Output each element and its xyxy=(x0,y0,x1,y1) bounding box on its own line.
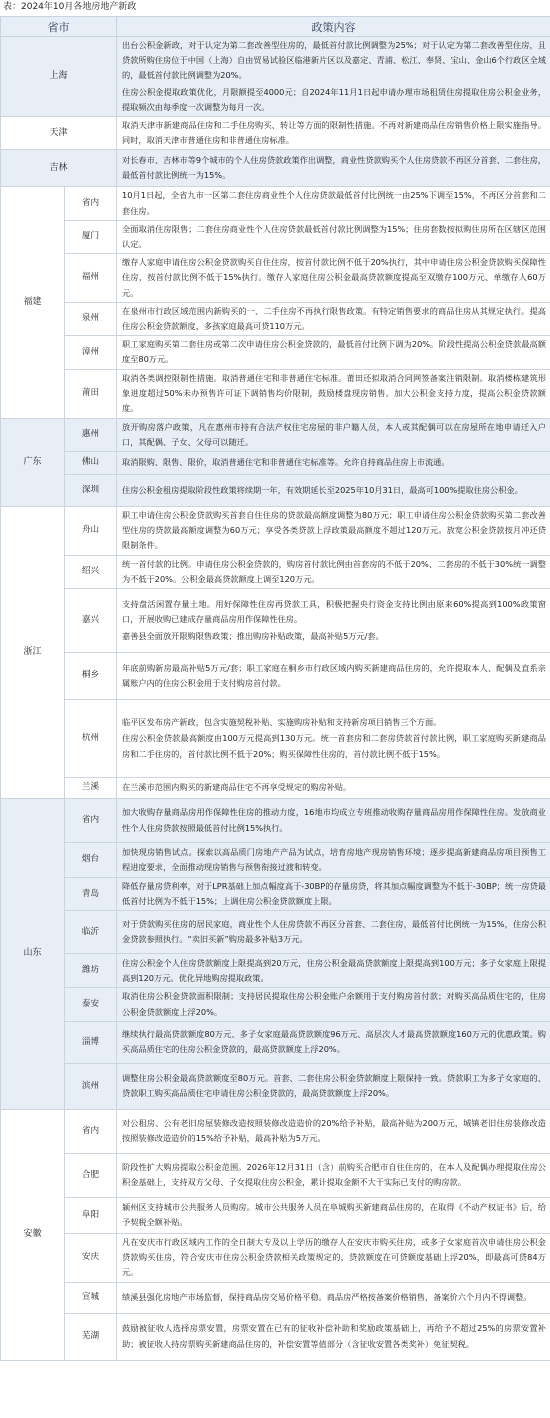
table-row xyxy=(1,1109,550,1153)
table-row xyxy=(1,452,550,475)
policy-text: 对长春市、吉林市等9个城市的个人住房贷款政策作出调整，商业性贷款购买个人住房贷款不再区分首套、二套住房，最低首付款比例统一为15%。 xyxy=(122,155,546,181)
policy-cell xyxy=(117,1282,550,1313)
city-cell: 泉州 xyxy=(65,302,117,335)
policy-text: 10月1日起，全省九市一区第二套住房商业性个人住房贷款最低首付比例统一由25%下调至15%，不再区分首套和二套住房。 xyxy=(122,190,546,216)
policy-text: 调整住房公积金最高贷款额度至80万元。首套、二套住房公积金贷款额度上限保持一致。贷款职工为多子女家庭的、贷款职工购买高品质住宅申请住房公积金贷款的，最高贷款额度上浮20%。 xyxy=(122,1073,546,1099)
policy-cell xyxy=(117,418,550,451)
table-row xyxy=(1,778,550,799)
table-row xyxy=(1,507,550,556)
city-cell: 青岛 xyxy=(65,878,117,911)
policy-text: 对于贷款购买住房的居民家庭，商业性个人住房贷款不再区分首套、二套住房，最低首付比例统一为15%，住房公积金贷款参照执行。“卖旧买新”购房最多补贴3万元。 xyxy=(122,919,546,945)
table-row xyxy=(1,254,550,303)
policy-cell xyxy=(117,1197,550,1233)
policy-text: 临平区发布房产新政，包含实施契税补贴、实施购房补贴和支持新房项目销售三个方面。 xyxy=(122,717,442,728)
city-cell: 安庆 xyxy=(65,1233,117,1282)
city-cell: 阜阳 xyxy=(65,1197,117,1233)
policy-text: 继续执行最高贷款额度80万元、多子女家庭最高贷款额度96万元、高层次人才最高贷款额度160万元的优惠政策。购买高品质住宅的住房公积金贷款的，最高贷款额度上浮20%。 xyxy=(122,1029,546,1055)
table-row xyxy=(1,187,550,220)
table-row xyxy=(1,1282,550,1313)
city-cell: 省内 xyxy=(65,1109,117,1153)
table-row xyxy=(1,988,550,1021)
province-cell: 安徽 xyxy=(1,1109,65,1360)
policy-text: 取消住房公积金贷款面积限制；支持居民提取住房公积金账户余额用于支付购房首付款；对购买高品质住宅的，住房公积金贷款额度上浮20%。 xyxy=(122,991,546,1017)
city-cell: 潍坊 xyxy=(65,954,117,988)
policy-text: 绩溪县强化房地产市场监督，保持商品房交易价格平稳。商品房严格按备案价格销售，备案价六个月内不得调整。 xyxy=(122,1291,532,1302)
policy-cell xyxy=(117,220,550,253)
province-cell: 浙江 xyxy=(1,507,65,799)
policy-text: 在兰溪市范围内购买的新建商品住宅不再享受规定的购房补贴。 xyxy=(122,782,352,793)
policy-cell xyxy=(117,653,550,700)
table-row xyxy=(1,37,550,117)
province-cell: 吉林 xyxy=(1,150,117,187)
policy-cell xyxy=(117,589,550,653)
table-row xyxy=(1,555,550,588)
policy-cell xyxy=(117,452,550,475)
table-row xyxy=(1,418,550,451)
policy-text: 住房公积金个人住房贷款额度上限提高到20万元，住房公积金最高贷款额度上限提高到100万元；多子女家庭上限提高到120万元。优化异地购房提取政策。 xyxy=(122,957,546,983)
table-row xyxy=(1,954,550,988)
policy-text: 阶段性扩大购房提取公积金范围。2026年12月31日（含）前购买合肥市自住住房的，在本人及配偶办理提取住房公积金基础上，支持双方父母、子女提取住房公积金，累计提取金额不大于实际已支付的购房款。 xyxy=(122,1162,546,1188)
policy-cell xyxy=(117,37,550,117)
policy-cell xyxy=(117,254,550,303)
policy-text: 凡在安庆市行政区域内工作的全日制大专及以上学历的缴存人在安庆市购买住房，或多子女家庭首次申请住房公积金贷款购买住房，符合安庆市住房公积金贷款相关政策规定的，贷款额度在可贷额度基础上浮20%，即最高可贷84万元。 xyxy=(122,1236,546,1278)
table-row xyxy=(1,369,550,418)
city-cell: 省内 xyxy=(65,187,117,220)
table-row xyxy=(1,911,550,954)
policy-text: 加快现房销售试点。探索以高品质门房地产产品为试点，培育房地产现房销售环境；逐步提高新建商品房项目预售工程进度要求，全面推动现房销售与预售衔接过渡和转变。 xyxy=(122,846,546,873)
policy-cell xyxy=(117,1313,550,1360)
table-caption: 表：2024年10月各地房地产新政 xyxy=(3,2,137,12)
table-row xyxy=(1,589,550,653)
city-cell: 淄博 xyxy=(65,1021,117,1063)
policy-cell xyxy=(117,1109,550,1153)
table-row xyxy=(1,1021,550,1063)
policy-text: 放开购房落户政策，凡在惠州市持有合法产权住宅房屋的非户籍人员，本人或其配偶可以在房屋所在地申请迁入户口，其配偶、子女、父母可以随迁。 xyxy=(122,421,546,447)
policy-cell xyxy=(117,336,550,369)
policy-text: 在泉州市行政区域范围内新购买的一、二手住房不再执行限售政策。有特定销售要求的商品住房从其规定执行。提高住房公积金贷款额度，多孩家庭最高可贷110万元。 xyxy=(122,305,546,332)
city-cell: 桐乡 xyxy=(65,653,117,700)
policy-cell xyxy=(117,799,550,843)
table-row xyxy=(1,302,550,335)
province-cell: 广东 xyxy=(1,418,65,506)
city-cell: 烟台 xyxy=(65,843,117,878)
province-cell: 福建 xyxy=(1,187,65,418)
city-cell: 滨州 xyxy=(65,1063,117,1109)
policy-text: 嘉善县全面放开限购限售政策；推出购房补贴政策，最高补贴5万元/套。 xyxy=(122,630,384,641)
policy-text: 职工家庭购买第二套住房或第二次申请住房公积金贷款的，最低首付比例下调为20%。阶段性提高公积金贷款最高额度至80万元。 xyxy=(122,339,546,365)
city-cell: 福州 xyxy=(65,254,117,303)
policy-cell xyxy=(117,475,550,507)
table-row xyxy=(1,1233,550,1282)
table-row xyxy=(1,1313,550,1360)
policy-cell xyxy=(117,878,550,911)
policy-text: 统一首付款的比例。申请住房公积金贷款的，购房首付款比例由首套房的不低于20%、二套房的不低于30%统一调整为不低于20%。公积金最高贷款额度上调至120万元。 xyxy=(122,558,546,584)
table-row xyxy=(1,843,550,878)
city-cell: 宣城 xyxy=(65,1282,117,1313)
table-row xyxy=(1,475,550,507)
policy-cell xyxy=(117,911,550,954)
policy-cell xyxy=(117,117,550,150)
table-row xyxy=(1,220,550,253)
policy-text: 对公租房、公有老旧房屋装修改造按照装修改造造价的20%给予补贴，最高补贴为200万元，城镇老旧住房装修改造按照装修改造造价的15%给予补贴，最高补贴为5万元。 xyxy=(122,1118,546,1144)
policy-text: 出台公积金新政，对于认定为第二套改善型住房的，最低首付款比例调整为25%；对于认定为第二套改善型住房，且贷款所购住房位于中国（上海）自由贸易试验区临港新片区以及嘉定、青浦、松江、奉贤、宝山、金山6个行政区全域的，最低首付款比例调整为20%。 xyxy=(122,40,546,81)
city-cell: 省内 xyxy=(65,799,117,843)
city-cell: 芜湖 xyxy=(65,1313,117,1360)
policy-text: 鼓励被征收人选择房票安置，房票安置在已有的征收补偿补助和奖励政策基础上，再给予不超过25%的房票安置补助；被征收人持房票购买新建商品住房的，补偿安置等值部分（含征收安置各类奖补）免征契税。 xyxy=(122,1323,546,1349)
policy-cell xyxy=(117,369,550,418)
policy-cell xyxy=(117,302,550,335)
city-cell: 舟山 xyxy=(65,507,117,556)
city-cell: 泰安 xyxy=(65,988,117,1021)
table-row xyxy=(1,1063,550,1109)
city-cell: 漳州 xyxy=(65,336,117,369)
table-row xyxy=(1,700,550,778)
policy-cell xyxy=(117,843,550,878)
policy-text: 降低存量房贷利率，对于LPR基础上加点幅度高于-30BP的存量房贷，将其加点幅度调整为不低于-30BP；统一房贷最低首付比例为不低于15%；上调住房公积金贷款额度上限。 xyxy=(122,881,546,907)
table-row xyxy=(1,878,550,911)
policy-text: 住房公积金租房提取阶段性政策将续期一年，有效期延长至2025年10月31日，最高可100%提取住房公积金。 xyxy=(122,484,523,495)
table-row xyxy=(1,799,550,843)
policy-text: 颍州区支持城市公共服务人员购房。城市公共服务人员在阜城购买新建商品住房的，在取得《不动产权证书》后，给予契税全额补贴。 xyxy=(122,1202,546,1228)
table-row xyxy=(1,1153,550,1197)
table-row xyxy=(1,117,550,150)
policy-cell xyxy=(117,778,550,799)
policy-cell xyxy=(117,555,550,588)
policy-text: 取消各类调控限制性措施。取消普通住宅和非普通住宅标准。莆田还拟取消合同网签备案注销限制。取消楼栋建筑形象进度超过50%未办预售许可证下调销售均价限制，鼓励楼盘现房销售。加大公积金支持力度，提高公积金贷款额度。 xyxy=(122,372,546,414)
header-region: 省市 xyxy=(1,17,117,37)
policy-text: 取消限购、限售、限价，取消普通住宅和非普通住宅标准等。允许自持商品住房上市流通。 xyxy=(122,457,450,468)
city-cell: 深圳 xyxy=(65,475,117,507)
city-cell: 惠州 xyxy=(65,418,117,451)
header-policy: 政策内容 xyxy=(117,17,550,37)
province-cell: 山东 xyxy=(1,799,65,1110)
policy-cell xyxy=(117,1063,550,1109)
city-cell: 厦门 xyxy=(65,220,117,253)
policy-text: 职工申请住房公积金贷款购买首套自住住房的贷款最高额度调整为80万元；职工申请住房公积金贷款购买第二套改善型住房的贷款最高额度调整为60万元；享受各类贷款上浮政策最高额度不超过120万元。放宽公积金贷款按月冲还贷限制条件。 xyxy=(122,510,546,551)
province-cell: 上海 xyxy=(1,37,117,117)
policy-cell xyxy=(117,700,550,778)
policy-text: 加大收购存量商品房用作保障性住房的推动力度，16地市均成立专班推动收购存量商品房用作保障性住房。发放商业性个人住房贷款按照最低首付比例15%执行。 xyxy=(122,807,546,833)
policy-text: 支持盘活闲置存量土地。用好保障性住房再贷款工具，积极把握央行资金支持比例由原来60%提高到100%政策窗口，开展收购已建成存量商品房用作保障性住房。 xyxy=(122,599,546,625)
province-cell: 天津 xyxy=(1,117,117,150)
policy-cell xyxy=(117,1021,550,1063)
city-cell: 兰溪 xyxy=(65,778,117,799)
policy-cell xyxy=(117,507,550,556)
city-cell: 杭州 xyxy=(65,700,117,778)
policy-text: 取消天津市新建商品住房和二手住房购买、转让等方面的限制性措施。不再对新建商品住房销售价格上限实施指导。同时，取消天津市普通住房和非普通住房标准。 xyxy=(122,120,546,146)
policy-text: 住房公积金提取政策优化，月限额提至4000元；自2024年11月1日起申请办理市场租赁住房提取住房公积金业务，提取频次由每季度一次调整为每月一次。 xyxy=(122,86,546,112)
policy-text: 缴存人家庭申请住房公积金贷款购买自住住房，按首付款比例不低于20%执行，其中申请住房公积金贷款购买保障性住房，按首付款比例不低于15%执行。缴存人家庭住房公积金最高贷款额度提高至双缴存100万元、单缴存人60万元。 xyxy=(122,257,546,298)
table-row xyxy=(1,1197,550,1233)
city-cell: 嘉兴 xyxy=(65,589,117,653)
table-body xyxy=(1,37,550,1361)
table-row xyxy=(1,653,550,700)
policy-text: 全面取消住房限售；二套住房商业性个人住房贷款最低首付款比例调整为15%；住房套数按拟购住房所在区辖区范围认定。 xyxy=(122,223,546,250)
policy-cell xyxy=(117,150,550,187)
city-cell: 绍兴 xyxy=(65,555,117,588)
city-cell: 莆田 xyxy=(65,369,117,418)
city-cell: 佛山 xyxy=(65,452,117,475)
table-header-row xyxy=(1,17,550,37)
policy-cell xyxy=(117,187,550,220)
table-row xyxy=(1,336,550,369)
city-cell: 合肥 xyxy=(65,1153,117,1197)
policy-text: 年底前购新房最高补贴5万元/套；职工家庭在桐乡市行政区域内购买新建商品住房的，允许提取本人、配偶及直系亲属账户内的住房公积金用于支付购房首付款。 xyxy=(122,662,546,689)
policy-cell xyxy=(117,1233,550,1282)
policy-text: 住房公积金贷款最高额度由100万元提高到130万元。统一首套房和二套房贷款首付款比例，职工家庭购买新建商品房和二手住房的，首付款比例不低于20%；购买保障性住房的，首付款比例不低于15%。 xyxy=(122,733,546,759)
policy-cell xyxy=(117,954,550,988)
policy-table xyxy=(0,16,550,1361)
policy-cell xyxy=(117,1153,550,1197)
table-row xyxy=(1,150,550,187)
city-cell: 临沂 xyxy=(65,911,117,954)
policy-cell xyxy=(117,988,550,1021)
